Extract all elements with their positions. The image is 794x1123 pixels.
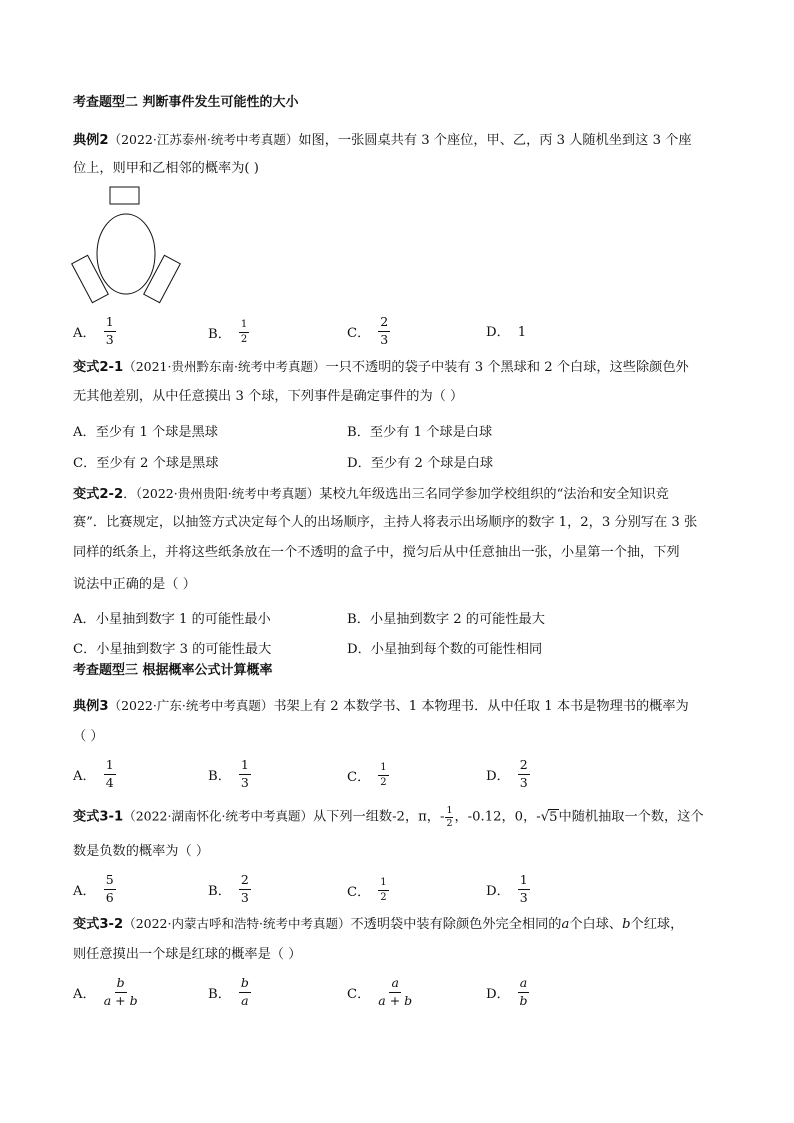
option-letter: D． — [486, 325, 510, 340]
seat-top — [110, 187, 139, 204]
question-source: （2021·贵州黔东南·统考中考真题） — [123, 359, 326, 374]
option-letter: B． — [208, 327, 231, 342]
example-2-line1 — [73, 131, 692, 150]
option-letter: C． — [347, 986, 371, 1002]
option-d[interactable] — [486, 977, 529, 1007]
question-text: 书架上有 2 本数学书、1 本物理书．从中任取 1 本书是物理书的概率为 — [273, 699, 689, 714]
question-text: 从下列一组数-2，π，- — [312, 809, 445, 825]
option-letter: A． — [73, 325, 96, 341]
fraction: $\frac{2}{3}$ — [240, 872, 249, 905]
question-text: 说法中正确的是（ ） — [73, 577, 196, 592]
option-c[interactable]: C．小星抽到数字 3 的可能性最大 — [73, 642, 272, 657]
variable-b: b — [622, 917, 631, 932]
question-text: 同样的纸条上，并将这些纸条放在一个不透明的盒子中，搅匀后从中任意抽出一张，小星第一个抽，下列 — [73, 545, 680, 560]
question-label: 典例2 — [73, 133, 109, 148]
fraction: $\frac{1}{2}$ — [380, 877, 387, 903]
option-letter: D． — [486, 986, 510, 1002]
option-letter: D． — [486, 883, 510, 899]
option-letter: D． — [486, 768, 510, 784]
option-a[interactable] — [73, 316, 116, 346]
option-b[interactable] — [208, 320, 249, 345]
fraction: $\frac{b}{a + b}$ — [103, 975, 138, 1008]
variant-3-1-line1 — [73, 806, 704, 828]
variant-2-1-line1 — [73, 358, 689, 377]
question-text: （ ） — [73, 729, 104, 744]
option-b[interactable] — [208, 874, 251, 904]
fraction: $\frac{1}{4}$ — [105, 757, 114, 790]
option-letter: A． — [73, 883, 96, 899]
question-text: 个白球、 — [569, 917, 623, 932]
option-b[interactable]: B．小星抽到数字 2 的可能性最大 — [347, 612, 545, 627]
question-text: 某校九年级选出三名同学参加学校组织的“法治和安全知识竞 — [319, 487, 669, 502]
round-table-diagram — [70, 185, 182, 307]
variant-2-2-line1 — [73, 485, 669, 504]
question-label: 变式2-2 — [73, 487, 124, 502]
question-label: 变式3-1 — [73, 809, 124, 825]
fraction: $\frac{1}{3}$ — [240, 757, 249, 790]
example-3-line1 — [73, 697, 689, 716]
fraction: $\frac{1}{3}$ — [519, 872, 528, 905]
fraction: $\frac{1}{2}$ — [240, 319, 248, 345]
option-a[interactable]: A．至少有 1 个球是黑球 — [73, 425, 218, 440]
option-a[interactable] — [73, 977, 138, 1007]
option-b[interactable] — [208, 759, 251, 789]
option-text: 1 — [517, 325, 527, 340]
question-text: 一只不透明的袋子中装有 3 个黑球和 2 个白球，这些除颜色外 — [325, 360, 689, 375]
option-d[interactable]: D．小星抽到每个数的可能性相同 — [347, 642, 543, 657]
option-letter: B． — [208, 986, 231, 1002]
section-title: 考查题型二 判断事件发生可能性的大小 — [73, 95, 299, 110]
option-letter: A． — [73, 768, 96, 784]
option-a[interactable] — [73, 874, 116, 904]
fraction: $\frac{1}{2}$ — [380, 762, 387, 788]
question-text: 无其他差别，从中任意摸出 3 个球，下列事件是确定事件的为（ ） — [73, 389, 464, 404]
question-label: 变式2-1 — [73, 360, 124, 375]
question-source: （2022·广东·统考中考真题） — [108, 698, 274, 713]
question-text: 数是负数的概率为（ ） — [73, 844, 210, 859]
sqrt-radicand: 5 — [549, 809, 558, 825]
round-table — [97, 214, 155, 294]
question-text: 位上，则甲和乙相邻的概率为( ) — [73, 161, 259, 176]
question-text: 则任意摸出一个球是红球的概率是（ ） — [73, 947, 302, 962]
question-text: 个红球， — [630, 917, 684, 932]
question-label: 变式3-2 — [73, 917, 124, 932]
fraction: $\frac{1}{2}$ — [446, 805, 453, 829]
variable-a: a — [561, 917, 570, 932]
question-text: 如图，一张圆桌共有 3 个座位，甲、乙，丙 3 人随机坐到这 3 个座 — [298, 133, 692, 148]
option-d[interactable] — [486, 874, 530, 904]
option-letter: B． — [208, 768, 231, 784]
option-letter: C． — [347, 325, 371, 341]
fraction: $\frac{1}{3}$ — [105, 314, 114, 347]
option-c[interactable]: C．至少有 2 个球是黑球 — [73, 456, 219, 471]
option-c[interactable] — [347, 316, 390, 346]
option-d[interactable] — [486, 759, 530, 789]
question-text: ，-0.12，0，- — [454, 809, 541, 825]
option-b[interactable]: B．至少有 1 个球是白球 — [347, 425, 493, 440]
section-title: 考查题型三 根据概率公式计算概率 — [73, 663, 273, 678]
option-c[interactable] — [347, 763, 389, 788]
option-a[interactable]: A．小星抽到数字 1 的可能性最小 — [73, 612, 271, 627]
question-source: （2022·内蒙古呼和浩特·统考中考真题） — [123, 916, 351, 931]
option-letter: A． — [73, 986, 96, 1002]
fraction: $\frac{5}{6}$ — [105, 872, 114, 905]
fraction: $\frac{a}{b}$ — [519, 975, 528, 1008]
fraction: $\frac{b}{a}$ — [240, 975, 249, 1008]
option-letter: C． — [347, 770, 371, 785]
option-letter: C． — [347, 885, 371, 900]
question-text: 中随机抽取一个数，这个 — [558, 809, 704, 825]
variant-3-2-line1 — [73, 915, 683, 934]
fraction: $\frac{2}{3}$ — [519, 757, 528, 790]
option-a[interactable] — [73, 759, 116, 789]
question-label: 典例3 — [73, 699, 109, 714]
question-source: （2022·湖南怀化·统考中考真题） — [123, 808, 313, 824]
option-d[interactable]: D．至少有 2 个球是白球 — [347, 456, 494, 471]
question-source: ．（2022·贵州贵阳·统考中考真题） — [123, 486, 320, 501]
option-c[interactable] — [347, 878, 389, 903]
sqrt-symbol: √ — [540, 809, 550, 825]
question-source: （2022·江苏泰州·统考中考真题） — [108, 132, 299, 147]
question-text: 不透明袋中装有除颜色外完全相同的 — [350, 917, 562, 932]
question-text: 赛”．比赛规定，以抽签方式决定每个人的出场顺序，主持人将表示出场顺序的数字 1，2，3 分别写在 3 张 — [73, 515, 698, 530]
option-c[interactable] — [347, 977, 412, 1007]
fraction: $\frac{a}{a + b}$ — [378, 975, 413, 1008]
option-b[interactable] — [208, 977, 251, 1007]
option-d[interactable] — [486, 321, 526, 340]
fraction: $\frac{2}{3}$ — [380, 314, 389, 347]
option-letter: B． — [208, 883, 231, 899]
